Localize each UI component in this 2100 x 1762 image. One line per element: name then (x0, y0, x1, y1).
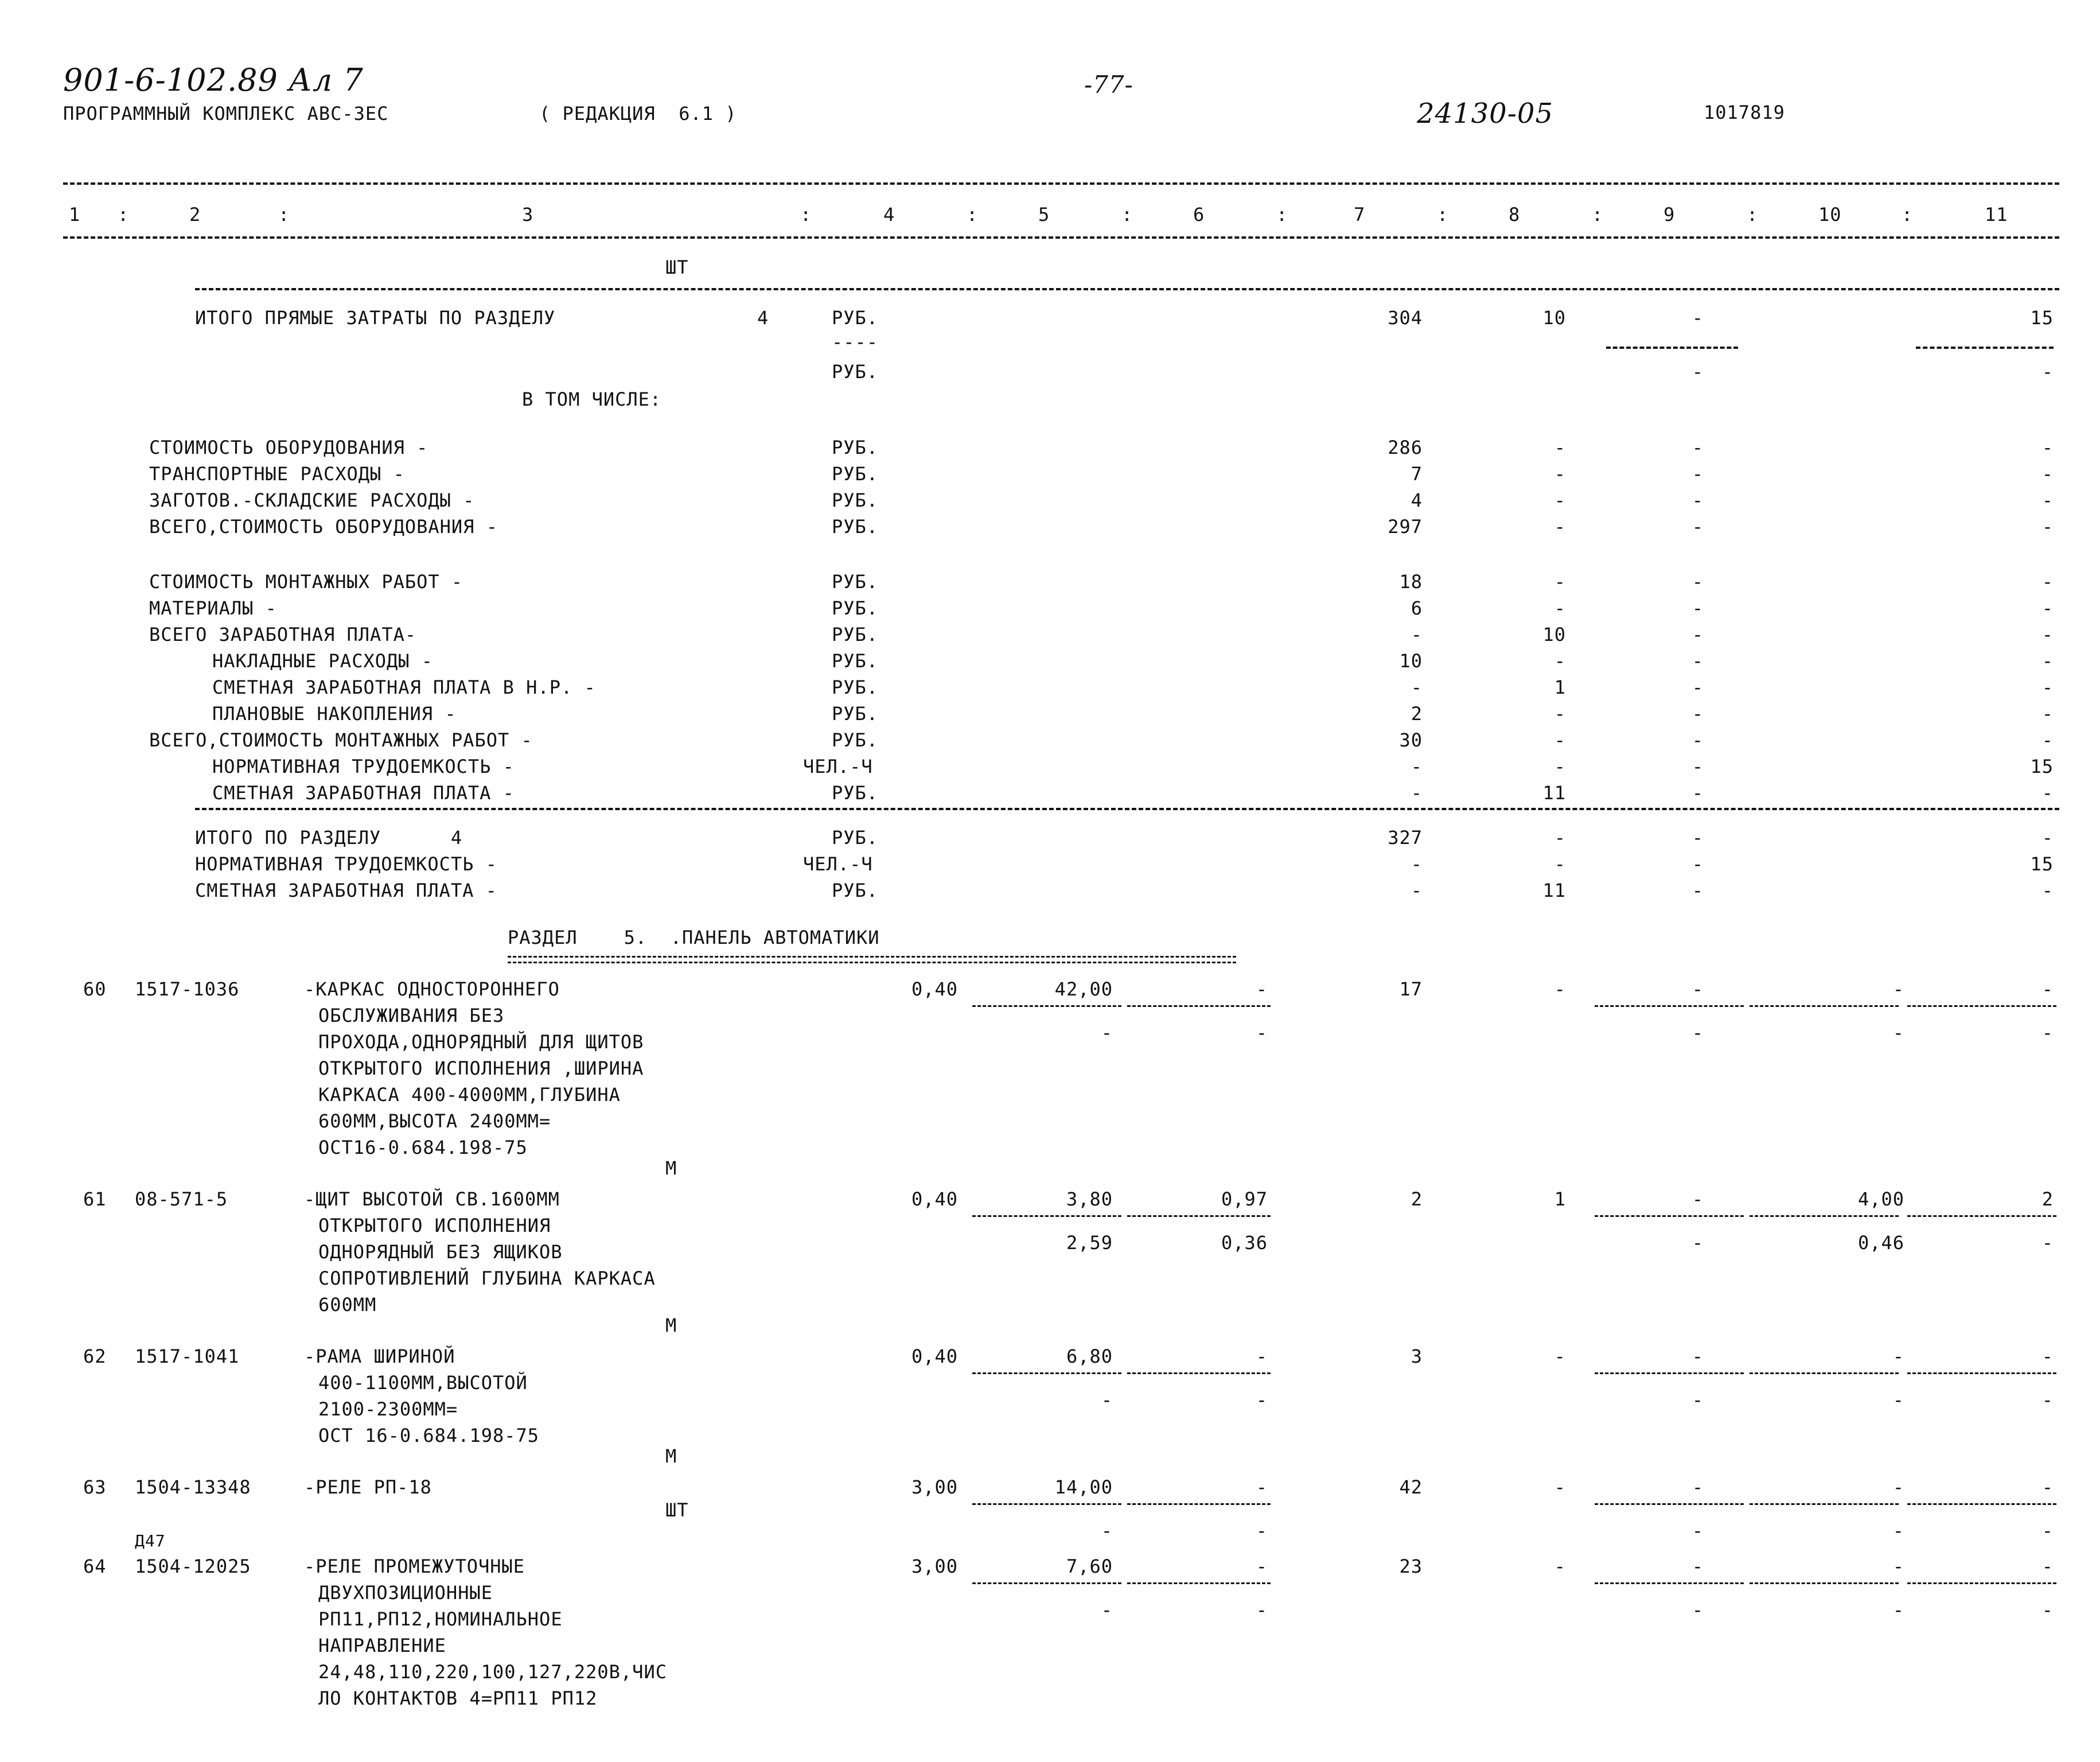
item-subrule (1595, 1215, 1744, 1217)
item-unit: М (665, 1157, 677, 1179)
item-col8: 1 (1554, 1188, 1566, 1210)
header-rule-bottom (63, 236, 2059, 239)
item-quantity: 3,00 (911, 1555, 958, 1577)
breakdown-col11: - (2041, 624, 2054, 645)
breakdown-col9: - (1692, 703, 1704, 725)
column-separator: : (278, 204, 290, 225)
column-separator: : (800, 204, 812, 225)
item-col5: 7,60 (1066, 1555, 1113, 1577)
totals-unit: РУБ. (832, 827, 879, 849)
totals-label: НОРМАТИВНАЯ ТРУДОЕМКОСТЬ - (195, 853, 497, 875)
item-subrule (1750, 1582, 1899, 1584)
item-code: 1517-1036 (135, 978, 240, 1000)
item-number: 64 (83, 1555, 107, 1577)
breakdown-col11: - (2041, 489, 2054, 511)
item-description-line: 600ММ,ВЫСОТА 2400ММ= (318, 1110, 551, 1132)
serial-number: 1017819 (1704, 102, 1785, 123)
breakdown-col8: - (1554, 489, 1566, 511)
breakdown-label: МАТЕРИАЛЫ - (149, 597, 277, 619)
breakdown-label: ПЛАНОВЫЕ НАКОПЛЕНИЯ - (212, 703, 457, 725)
item-col6: 0,97 (1221, 1188, 1268, 1210)
breakdown-col8: 10 (1542, 624, 1566, 645)
section5-underline-a (508, 956, 1236, 958)
breakdown-col9: - (1692, 650, 1704, 672)
item-col9-second: - (1692, 1022, 1704, 1044)
column-number-2: 2 (189, 204, 201, 225)
item-subrule (1127, 1503, 1271, 1505)
breakdown-col9: - (1692, 756, 1704, 777)
direct-costs-unit: РУБ. (832, 307, 879, 329)
item-description-line: ОБСЛУЖИВАНИЯ БЕЗ (318, 1005, 505, 1026)
item-description-line: ОТКРЫТОГО ИСПОЛНЕНИЯ ,ШИРИНА (318, 1057, 644, 1079)
item-description-line: ОДНОРЯДНЫЙ БЕЗ ЯЩИКОВ (318, 1241, 563, 1263)
column-separator: : (1747, 204, 1759, 225)
item-col6-second: - (1256, 1389, 1268, 1411)
breakdown-unit: РУБ. (832, 463, 879, 485)
totals-col7: 327 (1388, 827, 1423, 849)
item-col8: - (1554, 1345, 1566, 1367)
breakdown-label: ЗАГОТОВ.-СКЛАДСКИЕ РАСХОДЫ - (149, 489, 475, 511)
breakdown-label: НАКЛАДНЫЕ РАСХОДЫ - (212, 650, 434, 672)
item-subrule (1907, 1005, 2056, 1007)
item-col9-second: - (1692, 1232, 1704, 1254)
breakdown-col7: 6 (1411, 597, 1423, 619)
item-col10-second: - (1892, 1520, 1904, 1542)
item-col11-second: - (2041, 1389, 2054, 1411)
breakdown-col7: - (1411, 756, 1423, 777)
item-description-line: 24,48,110,220,100,127,220В,ЧИС (318, 1661, 667, 1683)
column-number-4: 4 (883, 204, 895, 225)
item-col7: 2 (1411, 1188, 1423, 1210)
program-line: ПРОГРАММНЫЙ КОМПЛЕКС АВС-3ЕС (63, 103, 389, 125)
item-number: 63 (83, 1476, 107, 1498)
breakdown-col11: 15 (2030, 756, 2054, 777)
item-col7: 3 (1411, 1345, 1423, 1367)
direct-costs-col7: 304 (1388, 307, 1423, 329)
breakdown-col8: - (1554, 516, 1566, 538)
item-col11: - (2041, 1345, 2054, 1367)
item-code: 1504-13348 (135, 1476, 251, 1498)
column-number-10: 10 (1818, 204, 1842, 225)
item-subrule (1595, 1582, 1744, 1584)
totals-unit: РУБ. (832, 880, 879, 901)
breakdown-col11: - (2041, 571, 2054, 593)
breakdown-col7: 10 (1399, 650, 1423, 672)
item-col6-second: 0,36 (1221, 1232, 1268, 1254)
item-description-line: -КАРКАС ОДНОСТОРОННЕГО (304, 978, 560, 1000)
breakdown-col7: 30 (1399, 729, 1423, 751)
item-col7: 23 (1399, 1555, 1423, 1577)
item-subrule (1127, 1582, 1271, 1584)
breakdown-col11: - (2041, 703, 2054, 725)
item-quantity: 3,00 (911, 1476, 958, 1498)
item-description-line: СОПРОТИВЛЕНИЙ ГЛУБИНА КАРКАСА (318, 1267, 656, 1289)
totals-col8: 11 (1542, 880, 1566, 901)
breakdown-col7: 286 (1388, 437, 1423, 458)
item-col6: - (1256, 1345, 1268, 1367)
item-col5: 6,80 (1066, 1345, 1113, 1367)
item-description-line: ОСТ16-0.684.198-75 (318, 1137, 528, 1158)
item-subrule (1907, 1372, 2056, 1374)
breakdown-label: СМЕТНАЯ ЗАРАБОТНАЯ ПЛАТА В Н.Р. - (212, 676, 596, 698)
item-col8: - (1554, 1476, 1566, 1498)
item-col11: - (2041, 1555, 2054, 1577)
breakdown-label: ВСЕГО,СТОИМОСТЬ ОБОРУДОВАНИЯ - (149, 516, 498, 538)
item-subrule (1595, 1005, 1744, 1007)
column-separator: : (967, 204, 979, 225)
item-col6: - (1256, 978, 1268, 1000)
item-description-line: -РЕЛЕ ПРОМЕЖУТОЧНЫЕ (304, 1555, 525, 1577)
breakdown-col9: - (1692, 597, 1704, 619)
item-col11-second: - (2041, 1520, 2054, 1542)
item-subrule (1127, 1005, 1271, 1007)
column-number-11: 11 (1985, 204, 2008, 225)
item-col9-second: - (1692, 1520, 1704, 1542)
breakdown-col7: - (1411, 676, 1423, 698)
item-subrule (972, 1372, 1121, 1374)
totals-unit: ЧЕЛ.-Ч (803, 853, 873, 875)
breakdown-unit: РУБ. (832, 676, 879, 698)
totals-col9: - (1692, 827, 1704, 849)
document-number: 24130-05 (1417, 98, 1553, 130)
section-rule (195, 288, 2059, 290)
breakdown-col8: - (1554, 650, 1566, 672)
item-number: 60 (83, 978, 107, 1000)
item-col10-second: - (1892, 1022, 1904, 1044)
breakdown-unit: РУБ. (832, 729, 879, 751)
item-subrule (972, 1582, 1121, 1584)
column-separator: : (118, 204, 130, 225)
including-label: В ТОМ ЧИСЛЕ: (522, 388, 662, 410)
item-description-line: НАПРАВЛЕНИЕ (318, 1635, 446, 1656)
item-description-line: ОСТ 16-0.684.198-75 (318, 1425, 540, 1446)
totals-col11: - (2041, 880, 2054, 901)
item-col9: - (1692, 978, 1704, 1000)
item-subrule (1595, 1503, 1744, 1505)
item-subrule (1750, 1005, 1899, 1007)
breakdown-col11: - (2041, 650, 2054, 672)
item-description-line: ОТКРЫТОГО ИСПОЛНЕНИЯ (318, 1215, 551, 1236)
item-description-line: -ЩИТ ВЫСОТОЙ СВ.1600ММ (304, 1188, 560, 1210)
item-col5: 3,80 (1066, 1188, 1113, 1210)
item-number: 61 (83, 1188, 107, 1210)
item-description-line: -РАМА ШИРИНОЙ (304, 1345, 455, 1367)
document-code-handwritten: 901-6-102.89 Ал 7 (63, 62, 364, 98)
breakdown-col8: - (1554, 703, 1566, 725)
item-quantity: 0,40 (911, 1188, 958, 1210)
breakdown-col9: - (1692, 571, 1704, 593)
item-description-line: -РЕЛЕ РП-18 (304, 1476, 432, 1498)
item-col11: - (2041, 978, 2054, 1000)
item-number: 62 (83, 1345, 107, 1367)
item-col10-second: - (1892, 1599, 1904, 1621)
item-subrule (1750, 1372, 1899, 1374)
breakdown-col11: - (2041, 437, 2054, 458)
item-col5-second: - (1101, 1389, 1113, 1411)
totals-label: ИТОГО ПО РАЗДЕЛУ 4 (195, 827, 463, 849)
item-quantity: 0,40 (911, 978, 958, 1000)
breakdown-unit: РУБ. (832, 571, 879, 593)
item-col6-second: - (1256, 1520, 1268, 1542)
breakdown-col8: - (1554, 437, 1566, 458)
column-separator: : (1902, 204, 1914, 225)
breakdown-col9: - (1692, 729, 1704, 751)
item-description-line: 400-1100ММ,ВЫСОТОЙ (318, 1372, 528, 1394)
breakdown-label: СМЕТНАЯ ЗАРАБОТНАЯ ПЛАТА - (212, 782, 515, 804)
item-col5: 42,00 (1054, 978, 1113, 1000)
breakdown-col9: - (1692, 437, 1704, 458)
item-subrule (1907, 1582, 2056, 1584)
breakdown-unit: РУБ. (832, 703, 879, 725)
item-subrule (972, 1503, 1121, 1505)
column-number-6: 6 (1193, 204, 1205, 225)
totals-col7: - (1411, 853, 1423, 875)
item-description-line: КАРКАСА 400-4000ММ,ГЛУБИНА (318, 1084, 621, 1106)
column-separator: : (1592, 204, 1604, 225)
breakdown-label: СТОИМОСТЬ МОНТАЖНЫХ РАБОТ - (149, 571, 463, 593)
breakdown-col9: - (1692, 516, 1704, 538)
totals-col8: - (1554, 827, 1566, 849)
totals-rule (195, 808, 2059, 810)
breakdown-col8: - (1554, 463, 1566, 485)
item-col11: 2 (2041, 1188, 2054, 1210)
section5-underline-b (508, 962, 1236, 963)
item-col6-second: - (1256, 1599, 1268, 1621)
totals-label: СМЕТНАЯ ЗАРАБОТНАЯ ПЛАТА - (195, 880, 497, 901)
header-rule-top (63, 182, 2059, 185)
breakdown-col9: - (1692, 489, 1704, 511)
breakdown-col8: - (1554, 597, 1566, 619)
page-number: -77- (1084, 71, 1133, 99)
item-col11: - (2041, 1476, 2054, 1498)
item-description-line: ПРОХОДА,ОДНОРЯДНЫЙ ДЛЯ ЩИТОВ (318, 1031, 644, 1053)
item-col10: - (1892, 1555, 1904, 1577)
unit-label: ШТ (665, 256, 689, 278)
breakdown-col8: 1 (1554, 676, 1566, 698)
column-separator: : (1437, 204, 1449, 225)
direct-costs-section: 4 (757, 307, 769, 329)
item-col11-second: - (2041, 1022, 2054, 1044)
item-col10-second: 0,46 (1857, 1232, 1904, 1254)
item-description-line: 600ММ (318, 1294, 377, 1316)
breakdown-col7: - (1411, 624, 1423, 645)
column-number-9: 9 (1663, 204, 1676, 225)
breakdown-col7: 4 (1411, 489, 1423, 511)
breakdown-col7: 18 (1399, 571, 1423, 593)
item-subrule (1127, 1372, 1271, 1374)
item-unit: М (665, 1314, 677, 1336)
item-col10: - (1892, 1476, 1904, 1498)
breakdown-col9: - (1692, 782, 1704, 804)
breakdown-unit: РУБ. (832, 624, 879, 645)
breakdown-label: ТРАНСПОРТНЫЕ РАСХОДЫ - (149, 463, 405, 485)
totals-col11: - (2041, 827, 2054, 849)
item-col9-second: - (1692, 1389, 1704, 1411)
direct-costs-col8: 10 (1542, 307, 1566, 329)
breakdown-col11: - (2041, 676, 2054, 698)
breakdown-col8: - (1554, 729, 1566, 751)
item-col8: - (1554, 1555, 1566, 1577)
column-separator: : (1121, 204, 1133, 225)
edition-label: ( РЕДАКЦИЯ 6.1 ) (539, 103, 737, 125)
item-col10: - (1892, 1345, 1904, 1367)
second-col11: - (2041, 361, 2054, 383)
totals-col11: 15 (2030, 853, 2054, 875)
item-description-line: ЛО КОНТАКТОВ 4=РП11 РП12 (318, 1687, 598, 1709)
item-unit: М (665, 1445, 677, 1467)
breakdown-col7: 7 (1411, 463, 1423, 485)
item-col9: - (1692, 1476, 1704, 1498)
totals-col7: - (1411, 880, 1423, 901)
column-number-1: 1 (69, 204, 81, 225)
item-col11-second: - (2041, 1232, 2054, 1254)
col9-rule (1606, 347, 1738, 349)
breakdown-col8: - (1554, 756, 1566, 777)
item-subrule (1127, 1215, 1271, 1217)
column-number-3: 3 (522, 204, 534, 225)
item-col6: - (1256, 1555, 1268, 1577)
section5-title: РАЗДЕЛ 5. .ПАНЕЛЬ АВТОМАТИКИ (508, 927, 880, 948)
column-separator: : (1276, 204, 1288, 225)
item-col10: - (1892, 978, 1904, 1000)
breakdown-label: НОРМАТИВНАЯ ТРУДОЕМКОСТЬ - (212, 756, 515, 777)
breakdown-col11: - (2041, 782, 2054, 804)
breakdown-col9: - (1692, 463, 1704, 485)
item-subrule (1750, 1503, 1899, 1505)
breakdown-col7: 2 (1411, 703, 1423, 725)
totals-col9: - (1692, 880, 1704, 901)
item-col10-second: - (1892, 1389, 1904, 1411)
item-col5-second: - (1101, 1599, 1113, 1621)
breakdown-label: СТОИМОСТЬ ОБОРУДОВАНИЯ - (149, 437, 428, 458)
direct-costs-label: ИТОГО ПРЯМЫЕ ЗАТРАТЫ ПО РАЗДЕЛУ (195, 307, 556, 329)
item-subrule (972, 1005, 1121, 1007)
item-col7: 42 (1399, 1476, 1423, 1498)
column-number-5: 5 (1038, 204, 1050, 225)
item-col11-second: - (2041, 1599, 2054, 1621)
item-code: 08-571-5 (135, 1188, 228, 1210)
breakdown-unit: РУБ. (832, 437, 879, 458)
item-col9: - (1692, 1188, 1704, 1210)
item-col9-second: - (1692, 1599, 1704, 1621)
item-subrule (1750, 1215, 1899, 1217)
column-number-8: 8 (1509, 204, 1521, 225)
totals-col8: - (1554, 853, 1566, 875)
item-col8: - (1554, 978, 1566, 1000)
item-subrule (1907, 1503, 2056, 1505)
second-col9: - (1692, 361, 1704, 383)
item-subrule (1595, 1372, 1744, 1374)
direct-costs-col9: - (1692, 307, 1704, 329)
second-unit: РУБ. (832, 361, 879, 383)
item-col5-second: - (1101, 1022, 1113, 1044)
breakdown-unit: РУБ. (832, 489, 879, 511)
breakdown-col11: - (2041, 597, 2054, 619)
breakdown-col9: - (1692, 676, 1704, 698)
breakdown-unit: РУБ. (832, 597, 879, 619)
item-col9: - (1692, 1555, 1704, 1577)
breakdown-col11: - (2041, 463, 2054, 485)
breakdown-col11: - (2041, 729, 2054, 751)
item-code: 1504-12025 (135, 1555, 251, 1577)
item-col5-second: 2,59 (1066, 1232, 1113, 1254)
totals-col9: - (1692, 853, 1704, 875)
breakdown-label: ВСЕГО ЗАРАБОТНАЯ ПЛАТА- (149, 624, 417, 645)
direct-costs-col11: 15 (2030, 307, 2054, 329)
item-prefix: Д47 (135, 1531, 166, 1550)
item-unit: ШТ (665, 1499, 689, 1521)
item-col5: 14,00 (1054, 1476, 1113, 1498)
breakdown-col8: - (1554, 571, 1566, 593)
item-subrule (972, 1215, 1121, 1217)
item-col6: - (1256, 1476, 1268, 1498)
item-col6-second: - (1256, 1022, 1268, 1044)
breakdown-col7: - (1411, 782, 1423, 804)
col11-rule (1916, 347, 2054, 349)
breakdown-col7: 297 (1388, 516, 1423, 538)
item-col9: - (1692, 1345, 1704, 1367)
breakdown-unit: РУБ. (832, 782, 879, 804)
item-description-line: ДВУХПОЗИЦИОННЫЕ (318, 1582, 493, 1604)
breakdown-label: ВСЕГО,СТОИМОСТЬ МОНТАЖНЫХ РАБОТ - (149, 729, 533, 751)
breakdown-col11: - (2041, 516, 2054, 538)
breakdown-col9: - (1692, 624, 1704, 645)
column-number-7: 7 (1354, 204, 1366, 225)
breakdown-col8: 11 (1542, 782, 1566, 804)
item-col7: 17 (1399, 978, 1423, 1000)
breakdown-unit: РУБ. (832, 516, 879, 538)
breakdown-unit: ЧЕЛ.-Ч (803, 756, 873, 777)
item-col5-second: - (1101, 1520, 1113, 1542)
unit-dash: ---- (832, 331, 879, 353)
item-code: 1517-1041 (135, 1345, 240, 1367)
item-subrule (1907, 1215, 2056, 1217)
item-description-line: 2100-2300ММ= (318, 1398, 458, 1420)
item-description-line: РП11,РП12,НОМИНАЛЬНОЕ (318, 1608, 563, 1630)
item-quantity: 0,40 (911, 1345, 958, 1367)
breakdown-unit: РУБ. (832, 650, 879, 672)
item-col10: 4,00 (1857, 1188, 1904, 1210)
